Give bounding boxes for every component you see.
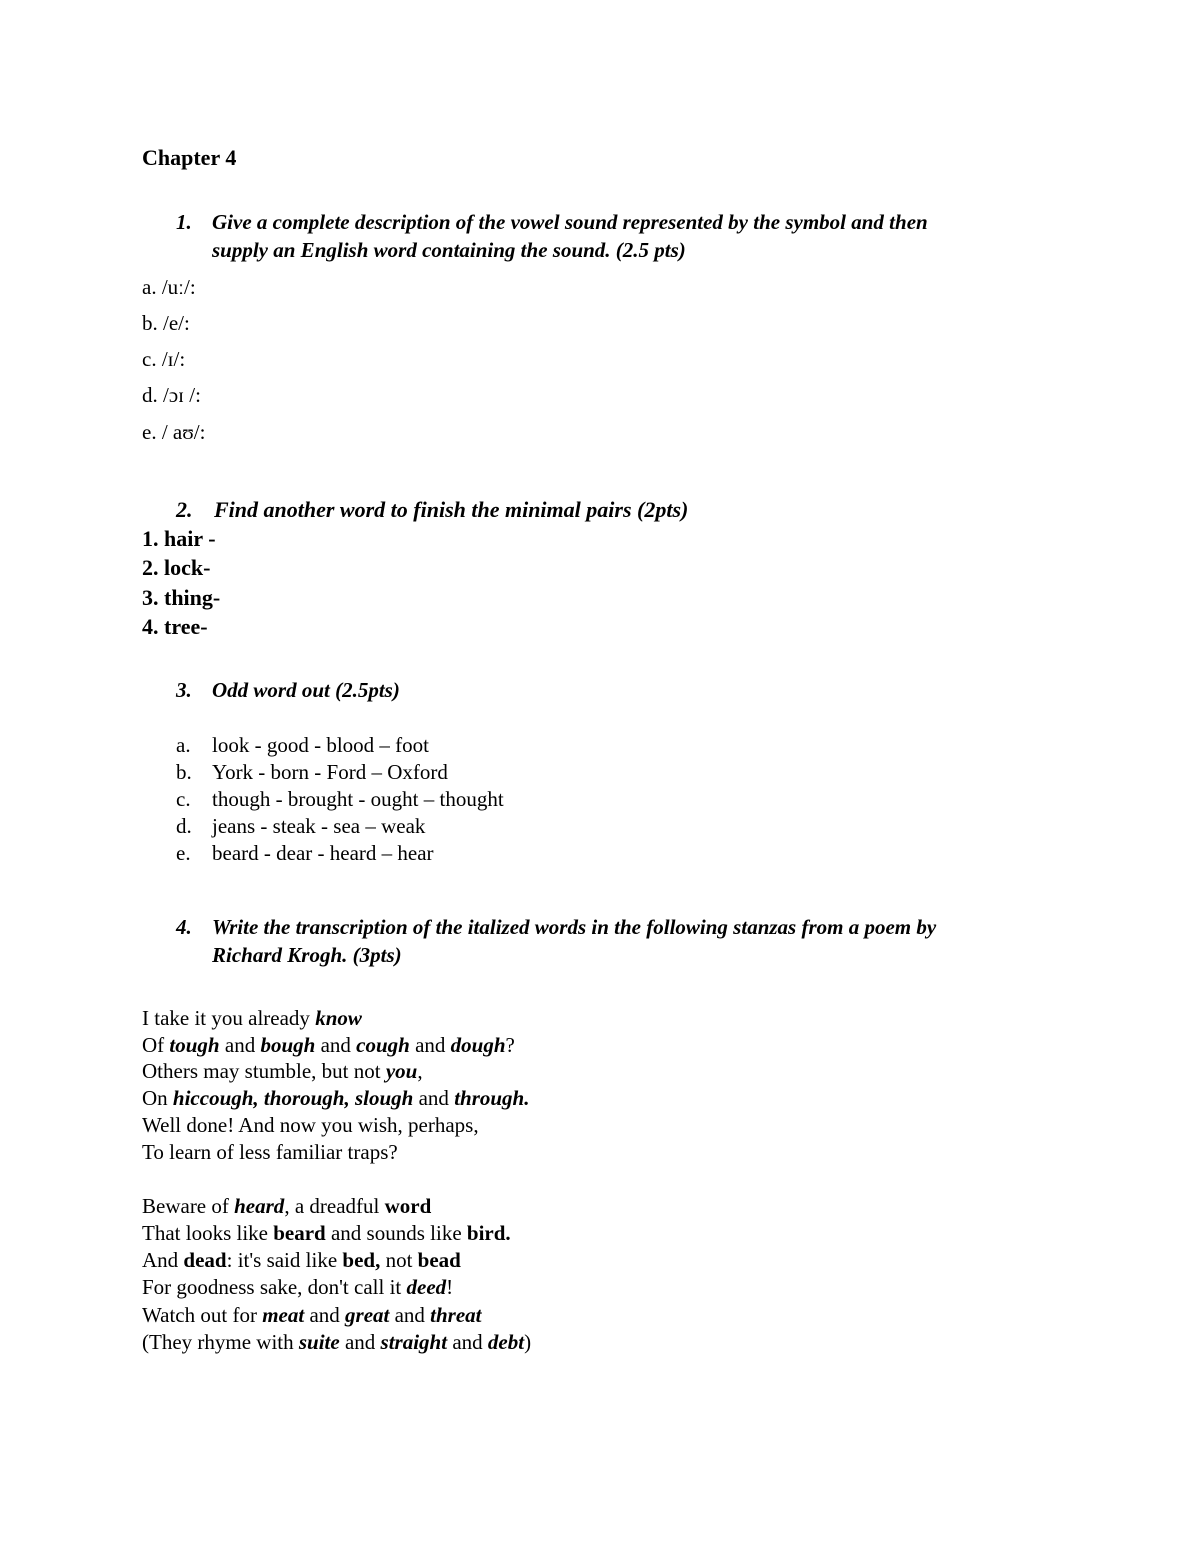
vowel-item-e: e. / aʊ/: [142, 420, 206, 444]
question-2-heading [176, 496, 688, 523]
vowel-item-a: a. /uː/: [142, 275, 196, 299]
minimal-pair-2: 2. lock- [142, 555, 211, 580]
vowel-item-d: d. /ɔɪ /: [142, 383, 201, 407]
vowel-item-b: b. /e/: [142, 311, 190, 335]
poem-stanza-2-line-6: (They rhyme with suite and straight and debt) [142, 1330, 532, 1354]
question-3-text: Odd word out (2.5pts) [212, 678, 400, 702]
poem-stanza-1-line-3: Others may stumble, but not you, [142, 1059, 423, 1083]
poem-stanza-2-line-3: And dead: it's said like bed, not bead [142, 1248, 461, 1272]
minimal-pair-1: 1. hair - [142, 526, 216, 551]
question-4-line-2: Richard Krogh. (3pts) [212, 943, 402, 967]
poem-stanza-1-line-5: Well done! And now you wish, perhaps, [142, 1113, 479, 1137]
poem-stanza-2-line-2: That looks like beard and sounds like bird. [142, 1221, 511, 1245]
question-4-number: 4. [176, 915, 192, 939]
odd-word-item-a: a. look - good - blood – foot [176, 733, 429, 757]
chapter-title: Chapter 4 [142, 145, 237, 170]
minimal-pair-4: 4. tree- [142, 614, 208, 639]
poem-stanza-1-line-1: I take it you already know [142, 1006, 362, 1030]
odd-word-item-e: e. beard - dear - heard – hear [176, 841, 434, 865]
question-3-heading [176, 677, 400, 704]
question-4-text: Write the transcription of the italized words in the following stanzas from a poem by [212, 915, 937, 939]
question-1-line-2: supply an English word containing the sound. (2.5 pts) [212, 238, 686, 262]
poem-stanza-2-line-1: Beware of heard, a dreadful word [142, 1194, 432, 1218]
odd-word-item-b: b. York - born - Ford – Oxford [176, 760, 448, 784]
question-1-text: Give a complete description of the vowel sound represented by the symbol and then [212, 210, 928, 234]
vowel-item-c: c. /ɪ/: [142, 347, 186, 371]
question-3-number: 3. [176, 678, 192, 702]
poem-stanza-1-line-2: Of tough and bough and cough and dough? [142, 1033, 515, 1057]
minimal-pair-3: 3. thing- [142, 585, 221, 610]
poem-stanza-1-line-6: To learn of less familiar traps? [142, 1140, 398, 1164]
question-2-number: 2. [176, 497, 193, 522]
poem-stanza-2-line-5: Watch out for meat and great and threat [142, 1303, 482, 1327]
poem-stanza-2-line-4: For goodness sake, don't call it deed! [142, 1275, 454, 1299]
odd-word-item-d: d. jeans - steak - sea – weak [176, 814, 426, 838]
question-1-line-1 [176, 209, 928, 236]
question-1-number: 1. [176, 210, 192, 234]
question-2-text: Find another word to finish the minimal pairs (2pts) [214, 497, 689, 522]
poem-stanza-1-line-4: On hiccough, thorough, slough and through. [142, 1086, 530, 1110]
odd-word-item-c: c. though - brought - ought – thought [176, 787, 504, 811]
question-4-line-1 [176, 914, 936, 941]
